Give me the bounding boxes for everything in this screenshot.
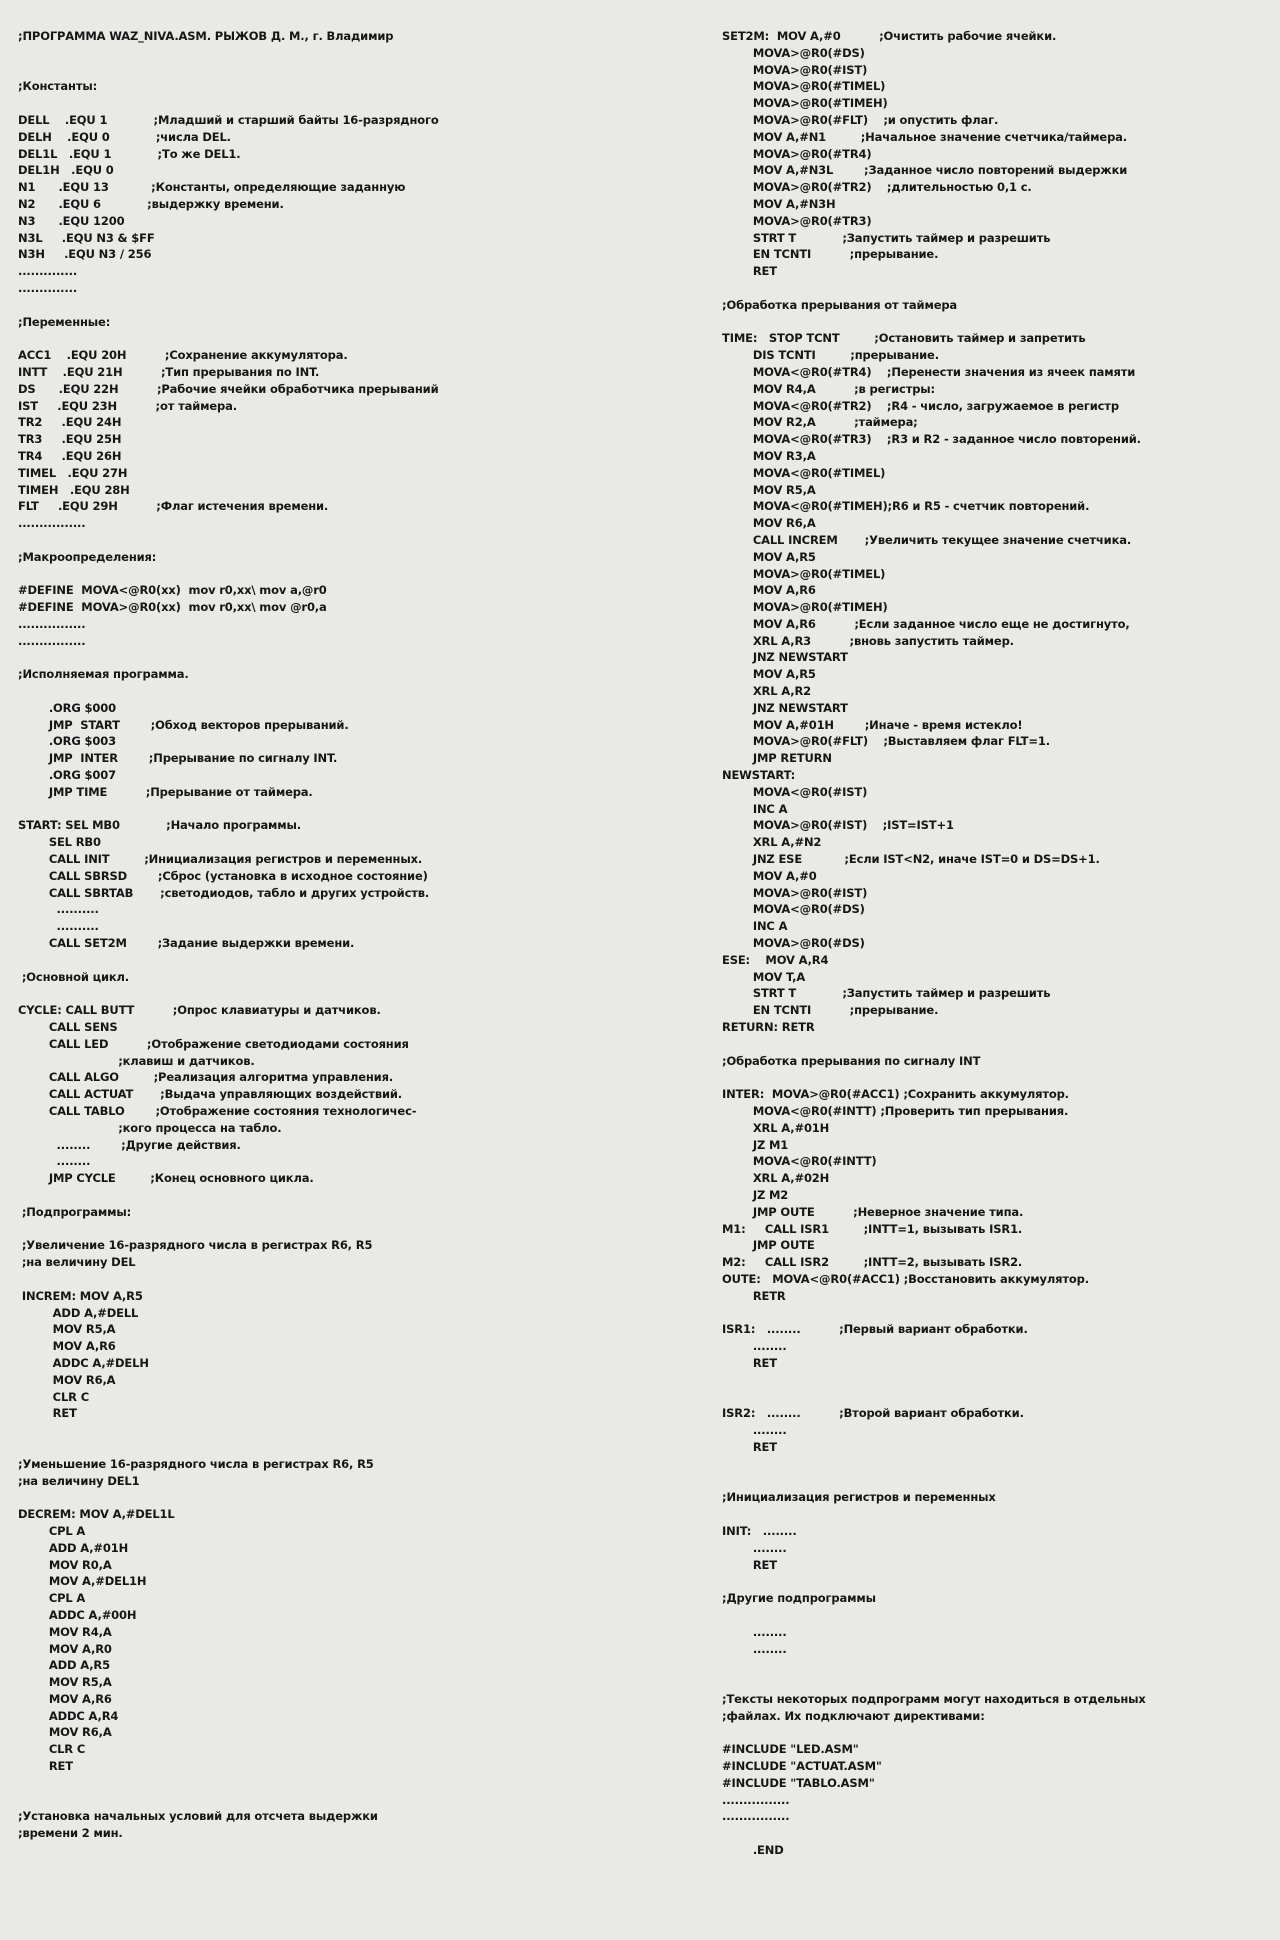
code-line: .............. [18, 280, 78, 295]
code-line: DECREM: MOV A,#DEL1L [18, 1507, 175, 1522]
code-line: N3 .EQU 1200 [18, 213, 125, 228]
code-line [18, 1489, 608, 1506]
code-line: CALL TABLO ;Отображение состояния технологичес- [18, 1104, 417, 1118]
code-line: #INCLUDE "LED.ASM" [722, 1742, 859, 1757]
code-line: ADDC A,#00H [18, 1607, 137, 1622]
code-line: MOV R6,A [18, 1372, 116, 1387]
code-line: ........ ;Другие действия. [18, 1137, 241, 1152]
code-line: CPL A [18, 1591, 86, 1606]
code-line: #DEFINE MOVA>@R0(xx) mov r0,xx\ mov @r0,a [18, 600, 327, 615]
code-line [18, 566, 608, 583]
code-line: ADDC A,R4 [18, 1708, 119, 1723]
code-line: DELH .EQU 0 ;числа DEL. [18, 129, 231, 144]
code-line: ESE: MOV A,R4 [722, 952, 829, 967]
code-line: ADD A,R5 [18, 1658, 110, 1673]
code-line [722, 1372, 1277, 1389]
code-line: START: SEL MB0 ;Начало программы. [18, 818, 302, 833]
code-line: .............. [18, 264, 78, 279]
code-line: CALL SET2M ;Задание выдержки времени. [18, 936, 355, 951]
code-line [18, 1792, 608, 1809]
code-line: MOV R0,A [18, 1557, 112, 1572]
code-line: MOVA<@R0(#TR3) ;R3 и R2 - заданное число повторений. [722, 432, 1141, 447]
code-line: N3L .EQU N3 & $FF [18, 230, 155, 245]
code-line: MOVA<@R0(#TIMEL) [722, 465, 886, 480]
code-line [18, 985, 608, 1002]
code-line [722, 1305, 1277, 1322]
code-line: ........ [722, 1540, 787, 1555]
code-line: JMP RETURN [722, 751, 832, 766]
code-line: .END [722, 1843, 784, 1858]
right-column [722, 28, 1277, 1859]
left-column [18, 28, 608, 1842]
code-line [18, 95, 608, 112]
code-line [722, 1724, 1277, 1741]
code-line: FLT .EQU 29H ;Флаг истечения времени. [18, 499, 329, 514]
code-line: N2 .EQU 6 ;выдержку времени. [18, 196, 284, 211]
code-line: MOVA<@R0(#INTT) [722, 1154, 877, 1169]
code-line [18, 297, 608, 314]
code-line [722, 1674, 1277, 1691]
code-line [18, 1187, 608, 1204]
code-line: ;Тексты некоторых подпрограмм могут находиться в отдельных [722, 1691, 1146, 1706]
code-line: ;Макроопределения: [18, 549, 157, 564]
code-line: TIME: STOP TCNT ;Остановить таймер и запретить [722, 331, 1086, 346]
code-line: CALL ACTUAT ;Выдача управляющих воздействий. [18, 1087, 402, 1102]
code-line [18, 532, 608, 549]
code-line: ........ [722, 1423, 787, 1438]
code-line [18, 330, 608, 347]
code-line: NEWSTART: [722, 768, 796, 783]
code-line [722, 1506, 1277, 1523]
code-line: MOV A,R6 [18, 1339, 116, 1354]
code-line: XRL A,#02H [722, 1171, 830, 1186]
code-line [722, 1573, 1277, 1590]
code-line: CALL INIT ;Инициализация регистров и переменных. [18, 852, 423, 867]
code-line: MOV R3,A [722, 448, 816, 463]
code-line: M2: CALL ISR2 ;INTT=2, вызывать ISR2. [722, 1255, 1023, 1270]
code-line: DS .EQU 22H ;Рабочие ячейки обработчика прерываний [18, 381, 439, 396]
code-line: ;Другие подпрограммы [722, 1591, 876, 1606]
code-line: N3H .EQU N3 / 256 [18, 247, 152, 262]
code-line: JNZ NEWSTART [722, 700, 848, 715]
code-line: ;Обработка прерывания по сигналу INT [722, 1053, 981, 1068]
code-line: RET [722, 1355, 777, 1370]
code-line: MOVA>@R0(#DS) [722, 936, 865, 951]
code-line: JNZ NEWSTART [722, 650, 848, 665]
code-line: ................ [18, 616, 86, 631]
code-line: MOVA>@R0(#TIMEL) [722, 79, 886, 94]
code-line: SET2M: MOV A,#0 ;Очистить рабочие ячейки. [722, 29, 1057, 43]
code-line: MOV A,#01H ;Иначе - время истекло! [722, 717, 1023, 732]
code-line: #INCLUDE "ACTUAT.ASM" [722, 1759, 882, 1774]
code-line: RET [18, 1406, 77, 1421]
code-line: M1: CALL ISR1 ;INTT=1, вызывать ISR1. [722, 1221, 1023, 1236]
code-line: ;клавиш и датчиков. [18, 1053, 255, 1068]
code-line: EN TCNTI ;прерывание. [722, 247, 939, 262]
code-line: INC A [722, 801, 788, 816]
code-line: MOVA>@R0(#FLT) ;Выставляем флаг FLT=1. [722, 734, 1050, 749]
code-line: MOV R5,A [722, 482, 816, 497]
code-line: MOVA>@R0(#FLT) ;и опустить флаг. [722, 112, 999, 127]
code-line: MOV R2,A ;таймера; [722, 415, 918, 430]
code-line [722, 1456, 1277, 1473]
code-line: TIMEL .EQU 27H [18, 465, 128, 480]
code-line: ........ [722, 1339, 787, 1354]
code-line: MOVA<@R0(#TR4) ;Перенести значения из ячеек памяти [722, 364, 1136, 379]
code-line: DEL1L .EQU 1 ;То же DEL1. [18, 146, 241, 161]
code-line: JMP TIME ;Прерывание от таймера. [18, 784, 313, 799]
code-line [18, 1775, 608, 1792]
code-line: JZ M2 [722, 1187, 789, 1202]
code-line [18, 45, 608, 62]
code-line: XRL A,R2 [722, 684, 812, 699]
code-line: CALL SBRSD ;Сброс (установка в исходное состояние) [18, 868, 428, 883]
code-line: MOVA<@R0(#DS) [722, 902, 865, 917]
code-line: MOV A,#N3L ;Заданное число повторений выдержки [722, 163, 1128, 178]
code-line: MOVA>@R0(#TR2) ;длительностью 0,1 с. [722, 180, 1032, 195]
code-line: MOVA<@R0(#INTT) ;Проверить тип прерывания. [722, 1104, 1069, 1118]
code-line: JMP OUTE [722, 1238, 815, 1253]
code-line: ;времени 2 мин. [18, 1826, 123, 1841]
code-line: IST .EQU 23H ;от таймера. [18, 398, 237, 413]
code-line: CALL LED ;Отображение светодиодами состояния [18, 1036, 409, 1051]
code-line: ;Переменные: [18, 314, 111, 329]
code-line: MOVA>@R0(#DS) [722, 45, 865, 60]
code-line: MOV T,A [722, 969, 806, 984]
code-line: MOV A,R6 [722, 583, 816, 598]
code-line: MOVA>@R0(#IST) [722, 62, 868, 77]
code-line: MOVA<@R0(#IST) [722, 784, 868, 799]
code-line: JMP START ;Обход векторов прерываний. [18, 717, 349, 732]
code-line [18, 1221, 608, 1238]
code-line: MOVA>@R0(#IST) [722, 885, 868, 900]
code-line: MOV R6,A [722, 516, 816, 531]
code-line [722, 1607, 1277, 1624]
code-line: CYCLE: CALL BUTT ;Опрос клавиатуры и датчиков. [18, 1003, 381, 1018]
code-line: MOV A,#DEL1H [18, 1574, 147, 1589]
code-line: XRL A,#N2 [722, 835, 822, 850]
code-line: CALL ALGO ;Реализация алгоритма управления. [18, 1070, 394, 1085]
code-line: ;на величину DEL1 [18, 1473, 140, 1488]
code-line: ;Обработка прерывания от таймера [722, 297, 958, 312]
code-line: INC A [722, 919, 788, 934]
code-line: ;Инициализация регистров и переменных [722, 1490, 996, 1505]
code-line: STRT T ;Запустить таймер и разрешить [722, 986, 1051, 1001]
code-line: .......... [18, 919, 99, 934]
code-line: ........ [722, 1641, 787, 1656]
code-line: XRL A,R3 ;вновь запустить таймер. [722, 633, 1014, 648]
code-line: RET [722, 1557, 777, 1572]
code-line: #INCLUDE "TABLO.ASM" [722, 1775, 875, 1790]
code-line: TR4 .EQU 26H [18, 448, 122, 463]
code-line: MOV A,R0 [18, 1641, 112, 1656]
code-line [18, 683, 608, 700]
code-line: MOVA>@R0(#TIMEH) [722, 600, 888, 615]
code-line: MOVA>@R0(#TR4) [722, 146, 872, 161]
code-line: ;Исполняемая программа. [18, 667, 189, 682]
code-line: RETR [722, 1288, 786, 1303]
code-line: ACC1 .EQU 20H ;Сохранение аккумулятора. [18, 348, 348, 363]
code-line: MOVA<@R0(#TIMEH);R6 и R5 - счетчик повторений. [722, 499, 1090, 514]
code-line [18, 62, 608, 79]
code-line: ................ [722, 1809, 790, 1824]
code-line: ;Уменьшение 16-разрядного числа в регистрах R6, R5 [18, 1456, 374, 1471]
code-line: MOV A,#N1 ;Начальное значение счетчика/таймера. [722, 129, 1127, 144]
code-line: ISR1: ........ ;Первый вариант обработки. [722, 1322, 1028, 1337]
code-line: TR2 .EQU 24H [18, 415, 122, 430]
code-line: XRL A,#01H [722, 1120, 830, 1135]
code-line [722, 1389, 1277, 1406]
code-line: MOVA>@R0(#TIMEH) [722, 96, 888, 111]
code-line: JZ M1 [722, 1137, 789, 1152]
code-line: INTT .EQU 21H ;Тип прерывания по INT. [18, 364, 320, 379]
code-line: MOVA<@R0(#TR2) ;R4 - число, загружаемое в регистр [722, 398, 1119, 413]
code-line [722, 1036, 1277, 1053]
code-line: ........ [722, 1624, 787, 1639]
code-line: RETURN: RETR [722, 1020, 815, 1035]
code-line: ................ [18, 633, 86, 648]
code-line: ................ [722, 1792, 790, 1807]
code-line: CPL A [18, 1523, 86, 1538]
code-line: MOV A,#N3H [722, 196, 836, 211]
code-line: CLR C [18, 1742, 86, 1757]
code-line: JMP CYCLE ;Конец основного цикла. [18, 1171, 314, 1186]
code-line: INIT: ........ [722, 1523, 797, 1538]
code-line [18, 1271, 608, 1288]
code-line: ADD A,#DELL [18, 1305, 139, 1320]
code-line: MOVA>@R0(#TR3) [722, 213, 872, 228]
code-line [722, 1657, 1277, 1674]
code-line: #DEFINE MOVA<@R0(xx) mov r0,xx\ mov a,@r0 [18, 583, 327, 598]
code-line [722, 1473, 1277, 1490]
code-line: MOVA>@R0(#TIMEL) [722, 566, 886, 581]
code-line: STRT T ;Запустить таймер и разрешить [722, 230, 1051, 245]
code-line: ISR2: ........ ;Второй вариант обработки. [722, 1406, 1024, 1421]
code-line: TIMEH .EQU 28H [18, 482, 130, 497]
code-line: ADDC A,#DELH [18, 1355, 149, 1370]
code-line [722, 1825, 1277, 1842]
code-line: MOV R5,A [18, 1322, 116, 1337]
code-line: CALL INCREM ;Увеличить текущее значение счетчика. [722, 532, 1132, 547]
code-line: RET [722, 1439, 777, 1454]
code-line: DEL1H .EQU 0 [18, 163, 114, 178]
code-line: DIS TCNTI ;прерывание. [722, 348, 939, 363]
code-line: ;Установка начальных условий для отсчета выдержки [18, 1809, 378, 1824]
code-line: TR3 .EQU 25H [18, 432, 122, 447]
code-line: JMP OUTE ;Неверное значение типа. [722, 1204, 1024, 1219]
code-line: N1 .EQU 13 ;Константы, определяющие заданную [18, 180, 406, 195]
code-line: CALL SBRTAB ;светодиодов, табло и других устройств. [18, 885, 430, 900]
code-line: MOV A,R6 ;Если заданное число еще не достигнуто, [722, 616, 1130, 631]
code-line: JMP INTER ;Прерывание по сигналу INT. [18, 751, 338, 766]
code-line: RET [18, 1759, 73, 1774]
code-line: ;файлах. Их подключают директивами: [722, 1708, 985, 1723]
code-line: MOV R4,A ;в регистры: [722, 381, 935, 396]
code-line: MOV A,R5 [722, 549, 816, 564]
code-line: INTER: MOVA>@R0(#ACC1) ;Сохранить аккумулятор. [722, 1087, 1069, 1102]
code-line: RET [722, 264, 777, 279]
code-line: OUTE: MOVA<@R0(#ACC1) ;Восстановить аккумулятор. [722, 1271, 1089, 1286]
code-line: CLR C [18, 1389, 89, 1404]
code-line: .ORG $000 [18, 700, 116, 715]
code-line: MOVA>@R0(#IST) ;IST=IST+1 [722, 818, 954, 833]
code-line: MOV A,R6 [18, 1691, 112, 1706]
code-line: ;Увеличение 16-разрядного числа в регистрах R6, R5 [18, 1238, 373, 1253]
code-line: MOV R6,A [18, 1725, 112, 1740]
code-line: ;ПРОГРАММА WAZ_NIVA.ASM. РЫЖОВ Д. М., г. Владимир [18, 29, 394, 43]
code-line [18, 801, 608, 818]
code-line: MOV R4,A [18, 1624, 112, 1639]
code-line: ................ [18, 516, 86, 531]
code-line [722, 314, 1277, 331]
code-line: ........ [18, 1154, 91, 1169]
code-line: .ORG $003 [18, 734, 116, 749]
code-line: MOV R5,A [18, 1675, 112, 1690]
code-line: ;Константы: [18, 79, 98, 94]
code-line: JNZ ESE ;Если IST<N2, иначе IST=0 и DS=DS+1. [722, 852, 1100, 867]
code-line: MOV A,#0 [722, 868, 817, 883]
code-line: CALL SENS [18, 1020, 118, 1035]
code-line: MOV A,R5 [722, 667, 816, 682]
code-line [722, 1069, 1277, 1086]
code-line: ;кого процесса на табло. [18, 1120, 282, 1135]
code-line: .ORG $007 [18, 768, 116, 783]
code-line [18, 1422, 608, 1439]
code-line: ADD A,#01H [18, 1540, 129, 1555]
code-line: ;на величину DEL [18, 1255, 136, 1270]
code-line: SEL RB0 [18, 835, 101, 850]
code-line: .......... [18, 902, 99, 917]
code-line: INCREM: MOV A,R5 [18, 1288, 143, 1303]
code-line: ;Подпрограммы: [18, 1204, 132, 1219]
code-line: EN TCNTI ;прерывание. [722, 1003, 939, 1018]
code-line [18, 952, 608, 969]
code-line: DELL .EQU 1 ;Младший и старший байты 16-разрядного [18, 112, 439, 127]
code-line [18, 1439, 608, 1456]
code-line [722, 280, 1277, 297]
code-line: ;Основной цикл. [18, 969, 130, 984]
code-line [18, 649, 608, 666]
